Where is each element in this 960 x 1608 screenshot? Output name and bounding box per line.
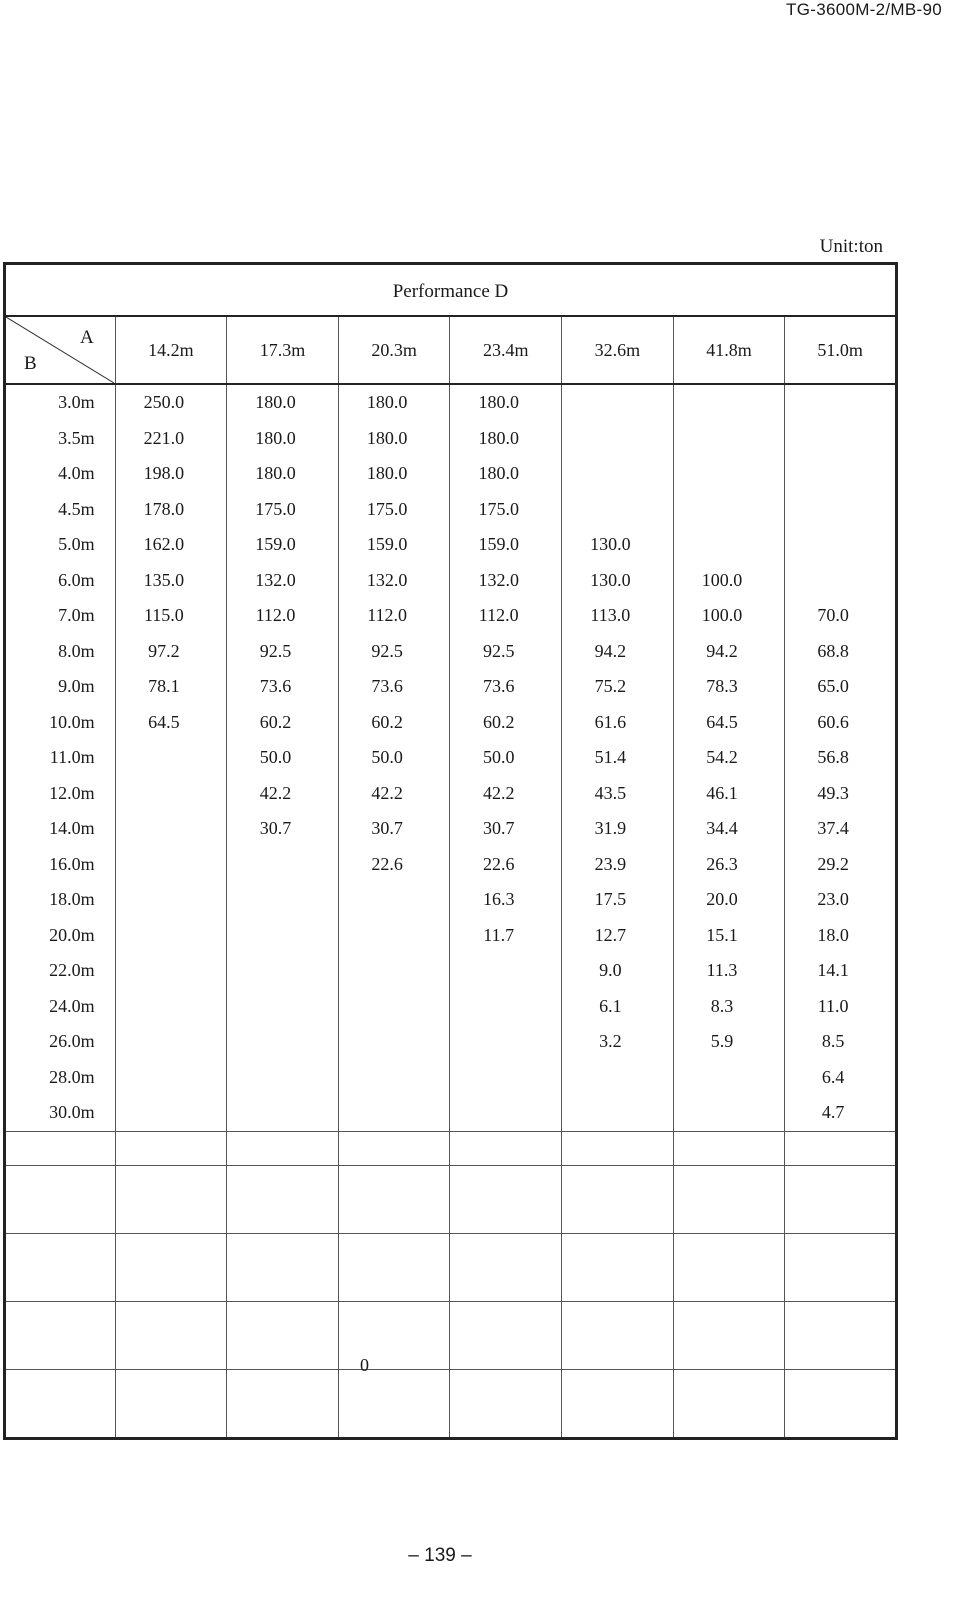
table-cell	[115, 811, 227, 847]
table-cell: 30.7	[338, 811, 450, 847]
table-cell: 180.0	[338, 456, 450, 492]
table-cell: 73.6	[227, 669, 339, 705]
table-cell: 22.6	[450, 847, 562, 883]
table-cell: 31.9	[562, 811, 674, 847]
table-cell	[227, 1024, 339, 1060]
empty-cell	[227, 1233, 339, 1301]
table-cell: 159.0	[450, 527, 562, 563]
empty-cell	[450, 1301, 562, 1369]
table-cell	[227, 847, 339, 883]
empty-cell	[115, 1131, 227, 1165]
table-cell	[227, 989, 339, 1025]
table-cell: 42.2	[227, 776, 339, 812]
table-cell: 75.2	[562, 669, 674, 705]
table-cell	[338, 1024, 450, 1060]
table-cell: 60.6	[785, 705, 897, 741]
load-chart-table	[3, 262, 898, 1440]
column-header: 14.2m	[115, 316, 227, 384]
unit-label: Unit:ton	[819, 236, 883, 257]
table-cell	[227, 1060, 339, 1096]
row-label: 26.0m	[5, 1024, 116, 1060]
table-row	[5, 953, 897, 989]
table-row	[5, 1060, 897, 1096]
empty-cell	[673, 1165, 785, 1233]
table-cell: 115.0	[115, 598, 227, 634]
table-cell: 73.6	[450, 669, 562, 705]
table-cell: 61.6	[562, 705, 674, 741]
empty-cell	[562, 1131, 674, 1165]
table-cell	[115, 1024, 227, 1060]
table-cell: 23.9	[562, 847, 674, 883]
table-cell: 50.0	[338, 740, 450, 776]
table-cell: 56.8	[785, 740, 897, 776]
table-cell	[673, 1095, 785, 1131]
table-cell: 23.0	[785, 882, 897, 918]
table-cell	[785, 456, 897, 492]
empty-cell	[227, 1165, 339, 1233]
table-cell: 22.6	[338, 847, 450, 883]
table-cell: 112.0	[227, 598, 339, 634]
table-row	[5, 740, 897, 776]
column-header: 17.3m	[227, 316, 339, 384]
table-cell: 135.0	[115, 563, 227, 599]
row-label: 7.0m	[5, 598, 116, 634]
empty-cell	[338, 1233, 450, 1301]
table-cell: 17.5	[562, 882, 674, 918]
row-label: 6.0m	[5, 563, 116, 599]
empty-cell	[562, 1369, 674, 1438]
empty-cell	[562, 1165, 674, 1233]
table-cell	[338, 918, 450, 954]
table-row	[5, 527, 897, 563]
empty-cell	[450, 1165, 562, 1233]
table-cell: 65.0	[785, 669, 897, 705]
table-cell	[227, 918, 339, 954]
table-header-row	[5, 316, 897, 384]
table-cell	[562, 1060, 674, 1096]
table-title: Performance D	[5, 264, 897, 317]
empty-row	[5, 1233, 897, 1301]
table-cell: 64.5	[115, 705, 227, 741]
table-cell: 250.0	[115, 384, 227, 421]
empty-cell	[785, 1369, 897, 1438]
table-cell	[450, 1060, 562, 1096]
empty-row	[5, 1131, 897, 1165]
table-cell: 4.7	[785, 1095, 897, 1131]
table-cell: 30.7	[450, 811, 562, 847]
table-row	[5, 1024, 897, 1060]
table-cell	[785, 563, 897, 599]
empty-cell	[785, 1131, 897, 1165]
table-row	[5, 811, 897, 847]
table-cell	[338, 882, 450, 918]
row-label: 14.0m	[5, 811, 116, 847]
empty-cell	[673, 1301, 785, 1369]
table-cell: 68.8	[785, 634, 897, 670]
empty-cell	[5, 1165, 116, 1233]
column-header: 41.8m	[673, 316, 785, 384]
table-cell: 14.1	[785, 953, 897, 989]
table-cell	[115, 776, 227, 812]
table-cell: 175.0	[227, 492, 339, 528]
empty-cell	[338, 1301, 450, 1369]
table-cell: 43.5	[562, 776, 674, 812]
table-cell: 8.3	[673, 989, 785, 1025]
empty-cell	[5, 1131, 116, 1165]
table-cell: 178.0	[115, 492, 227, 528]
table-row	[5, 492, 897, 528]
table-cell	[115, 1060, 227, 1096]
corner-label-b: B	[24, 353, 37, 374]
table-cell	[673, 1060, 785, 1096]
table-cell: 16.3	[450, 882, 562, 918]
table-cell	[338, 989, 450, 1025]
table-cell	[785, 384, 897, 421]
empty-cell	[673, 1369, 785, 1438]
table-cell: 42.2	[450, 776, 562, 812]
table-cell: 100.0	[673, 563, 785, 599]
table-cell: 50.0	[450, 740, 562, 776]
empty-cell	[785, 1233, 897, 1301]
table-cell: 92.5	[338, 634, 450, 670]
row-label: 11.0m	[5, 740, 116, 776]
table-cell	[115, 882, 227, 918]
empty-cell	[673, 1233, 785, 1301]
table-cell: 180.0	[450, 421, 562, 457]
table-row	[5, 705, 897, 741]
table-cell: 64.5	[673, 705, 785, 741]
table-cell: 113.0	[562, 598, 674, 634]
table-cell: 46.1	[673, 776, 785, 812]
corner-header-cell	[5, 316, 116, 384]
empty-cell	[5, 1369, 116, 1438]
table-title-row	[5, 264, 897, 317]
table-cell: 50.0	[227, 740, 339, 776]
document-code: TG-3600M-2/MB-90	[786, 0, 942, 19]
table-cell	[562, 456, 674, 492]
empty-cell	[227, 1301, 339, 1369]
empty-cell	[115, 1233, 227, 1301]
table-cell: 73.6	[338, 669, 450, 705]
table-cell: 60.2	[227, 705, 339, 741]
table-cell	[673, 421, 785, 457]
table-cell: 94.2	[562, 634, 674, 670]
table-cell: 180.0	[338, 384, 450, 421]
table-cell: 6.1	[562, 989, 674, 1025]
table-cell: 130.0	[562, 563, 674, 599]
table-cell	[785, 492, 897, 528]
empty-cell	[115, 1165, 227, 1233]
table-cell	[115, 740, 227, 776]
table-cell	[562, 384, 674, 421]
table-cell	[115, 953, 227, 989]
empty-cell	[785, 1165, 897, 1233]
table-row	[5, 847, 897, 883]
table-cell: 180.0	[450, 456, 562, 492]
table-cell	[673, 384, 785, 421]
empty-cell	[227, 1131, 339, 1165]
table-cell: 6.4	[785, 1060, 897, 1096]
table-cell: 30.7	[227, 811, 339, 847]
table-cell	[562, 421, 674, 457]
empty-cell	[5, 1233, 116, 1301]
row-label: 22.0m	[5, 953, 116, 989]
table-cell: 175.0	[450, 492, 562, 528]
table-cell: 26.3	[673, 847, 785, 883]
page-number: – 139 –	[408, 1545, 472, 1566]
table-row	[5, 384, 897, 421]
table-row	[5, 563, 897, 599]
table-cell: 5.9	[673, 1024, 785, 1060]
table-cell	[450, 989, 562, 1025]
empty-cell	[338, 1131, 450, 1165]
table-cell	[115, 847, 227, 883]
table-cell	[227, 953, 339, 989]
table-cell: 100.0	[673, 598, 785, 634]
diagonal-divider	[6, 317, 114, 383]
table-cell	[227, 1095, 339, 1131]
table-cell: 54.2	[673, 740, 785, 776]
table-cell: 92.5	[227, 634, 339, 670]
row-label: 10.0m	[5, 705, 116, 741]
table-cell	[673, 492, 785, 528]
row-label: 28.0m	[5, 1060, 116, 1096]
table-cell	[338, 1060, 450, 1096]
table-cell	[450, 953, 562, 989]
table-cell: 78.3	[673, 669, 785, 705]
row-label: 16.0m	[5, 847, 116, 883]
empty-cell	[338, 1369, 450, 1438]
table-row	[5, 598, 897, 634]
table-cell: 70.0	[785, 598, 897, 634]
table-cell: 37.4	[785, 811, 897, 847]
table-cell: 18.0	[785, 918, 897, 954]
row-label: 20.0m	[5, 918, 116, 954]
table-cell: 180.0	[338, 421, 450, 457]
table-row	[5, 634, 897, 670]
table-cell: 34.4	[673, 811, 785, 847]
table-cell	[115, 918, 227, 954]
table-cell: 78.1	[115, 669, 227, 705]
table-row	[5, 882, 897, 918]
row-label: 12.0m	[5, 776, 116, 812]
empty-cell	[5, 1301, 116, 1369]
row-label: 3.5m	[5, 421, 116, 457]
table-row	[5, 421, 897, 457]
table-row	[5, 1095, 897, 1131]
table-row	[5, 776, 897, 812]
table-cell: 97.2	[115, 634, 227, 670]
empty-cell	[785, 1301, 897, 1369]
table-cell: 159.0	[227, 527, 339, 563]
table-cell	[562, 492, 674, 528]
empty-row	[5, 1301, 897, 1369]
table-cell: 159.0	[338, 527, 450, 563]
table-cell: 12.7	[562, 918, 674, 954]
empty-row	[5, 1165, 897, 1233]
row-label: 4.5m	[5, 492, 116, 528]
table-cell: 11.3	[673, 953, 785, 989]
table-cell: 51.4	[562, 740, 674, 776]
row-label: 30.0m	[5, 1095, 116, 1131]
empty-cell	[450, 1131, 562, 1165]
table-cell	[115, 1095, 227, 1131]
table-cell: 20.0	[673, 882, 785, 918]
empty-cell	[562, 1301, 674, 1369]
empty-cell	[450, 1369, 562, 1438]
table-cell: 94.2	[673, 634, 785, 670]
table-cell	[673, 527, 785, 563]
empty-cell	[673, 1131, 785, 1165]
corner-label-a: A	[80, 327, 94, 348]
row-label: 24.0m	[5, 989, 116, 1025]
column-header: 20.3m	[338, 316, 450, 384]
table-cell: 198.0	[115, 456, 227, 492]
empty-cell	[227, 1369, 339, 1438]
empty-cell	[115, 1369, 227, 1438]
table-row	[5, 456, 897, 492]
table-cell: 162.0	[115, 527, 227, 563]
table-cell: 112.0	[450, 598, 562, 634]
row-label: 5.0m	[5, 527, 116, 563]
footer-value: 0	[360, 1355, 369, 1375]
empty-cell	[562, 1233, 674, 1301]
table-cell: 132.0	[450, 563, 562, 599]
table-cell: 132.0	[227, 563, 339, 599]
column-header: 51.0m	[785, 316, 897, 384]
table-row	[5, 989, 897, 1025]
empty-row	[5, 1369, 897, 1438]
table-cell: 132.0	[338, 563, 450, 599]
table-cell	[673, 456, 785, 492]
table-cell: 60.2	[338, 705, 450, 741]
table-cell	[115, 989, 227, 1025]
table-row	[5, 669, 897, 705]
table-cell: 180.0	[450, 384, 562, 421]
table-cell: 8.5	[785, 1024, 897, 1060]
table-cell: 11.0	[785, 989, 897, 1025]
table-cell: 42.2	[338, 776, 450, 812]
row-label: 3.0m	[5, 384, 116, 421]
table-cell: 60.2	[450, 705, 562, 741]
table-cell: 180.0	[227, 421, 339, 457]
row-label: 9.0m	[5, 669, 116, 705]
table-cell: 180.0	[227, 384, 339, 421]
empty-cell	[450, 1233, 562, 1301]
table-cell: 3.2	[562, 1024, 674, 1060]
table-cell	[785, 421, 897, 457]
table-cell	[450, 1095, 562, 1131]
table-cell: 92.5	[450, 634, 562, 670]
column-header: 23.4m	[450, 316, 562, 384]
table-cell	[338, 1095, 450, 1131]
row-label: 18.0m	[5, 882, 116, 918]
table-cell: 130.0	[562, 527, 674, 563]
table-cell	[450, 1024, 562, 1060]
table-cell: 175.0	[338, 492, 450, 528]
table-cell: 221.0	[115, 421, 227, 457]
table-row	[5, 918, 897, 954]
table-cell: 9.0	[562, 953, 674, 989]
table-cell	[785, 527, 897, 563]
table-cell: 112.0	[338, 598, 450, 634]
row-label: 8.0m	[5, 634, 116, 670]
table-cell: 180.0	[227, 456, 339, 492]
table-cell: 15.1	[673, 918, 785, 954]
row-label: 4.0m	[5, 456, 116, 492]
table-cell	[338, 953, 450, 989]
table-cell	[227, 882, 339, 918]
table-cell: 29.2	[785, 847, 897, 883]
empty-cell	[338, 1165, 450, 1233]
table-cell: 11.7	[450, 918, 562, 954]
column-header: 32.6m	[562, 316, 674, 384]
table-cell: 49.3	[785, 776, 897, 812]
empty-cell	[115, 1301, 227, 1369]
table-cell	[562, 1095, 674, 1131]
